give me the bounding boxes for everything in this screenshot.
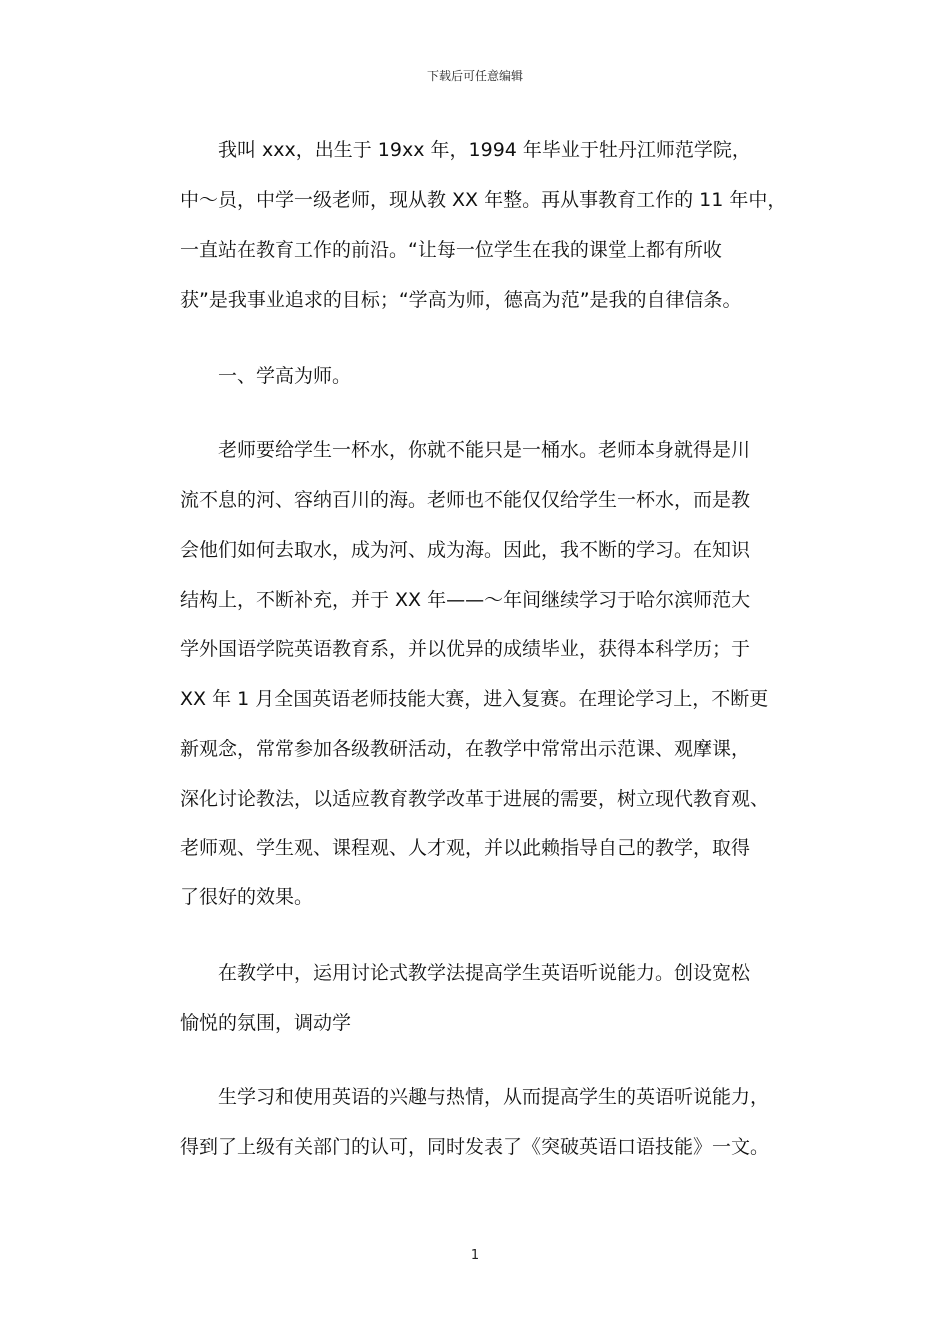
paragraph-5-line-1: 生学习和使用英语的兴趣与热情，从而提高学生的英语听说能力， <box>218 1086 770 1108</box>
paragraph-4-line-2: 愉悦的氛围，调动学 <box>180 1012 352 1034</box>
paragraph-3-line-5: 学外国语学院英语教育系，并以优异的成绩毕业，获得本科学历；于 <box>180 638 751 660</box>
paragraph-3-line-6: XX 年 1 月全国英语老师技能大赛，进入复赛。在理论学习上，不断更 <box>180 688 769 710</box>
paragraph-3-line-10: 了很好的效果。 <box>180 886 314 908</box>
paragraph-3-line-8: 深化讨论教法，以适应教育教学改革于进展的需要，树立现代教育观、 <box>180 788 770 810</box>
page-header-note: 下载后可任意编辑 <box>426 69 523 83</box>
paragraph-1-line-3: 一直站在教育工作的前沿。“让每一位学生在我的课堂上都有所收 <box>180 239 722 261</box>
paragraph-1-line-1: 我叫 xxx，出生于 19xx 年，1994 年毕业于牡丹江师范学院， <box>218 139 751 161</box>
paragraph-5-line-2: 得到了上级有关部门的认可，同时发表了《突破英语口语技能》一文。 <box>180 1136 770 1158</box>
paragraph-3-line-2: 流不息的河、容纳百川的海。老师也不能仅仅给学生一杯水，而是教 <box>180 489 751 511</box>
paragraph-3-line-7: 新观念，常常参加各级教研活动，在教学中常常出示范课、观摩课， <box>180 738 751 760</box>
paragraph-4-line-1: 在教学中，运用讨论式教学法提高学生英语听说能力。创设宽松 <box>218 962 751 984</box>
paragraph-1-line-4: 获”是我事业追求的目标；“学高为师，德高为范”是我的自律信条。 <box>180 289 742 311</box>
paragraph-3-line-1: 老师要给学生一杯水，你就不能只是一桶水。老师本身就得是川 <box>218 439 751 461</box>
page-number: 1 <box>470 1248 480 1263</box>
paragraph-3-line-9: 老师观、学生观、课程观、人才观，并以此赖指导自己的教学，取得 <box>180 837 751 859</box>
paragraph-3-line-4: 结构上，不断补充，并于 XX 年——～年间继续学习于哈尔滨师范大 <box>180 589 751 611</box>
paragraph-3-line-3: 会他们如何去取水，成为河、成为海。因此，我不断的学习。在知识 <box>180 539 751 561</box>
section-heading: 一、学高为师。 <box>218 365 352 387</box>
paragraph-1-line-2: 中～员，中学一级老师，现从教 XX 年整。再从事教育工作的 11 年中， <box>180 189 787 211</box>
